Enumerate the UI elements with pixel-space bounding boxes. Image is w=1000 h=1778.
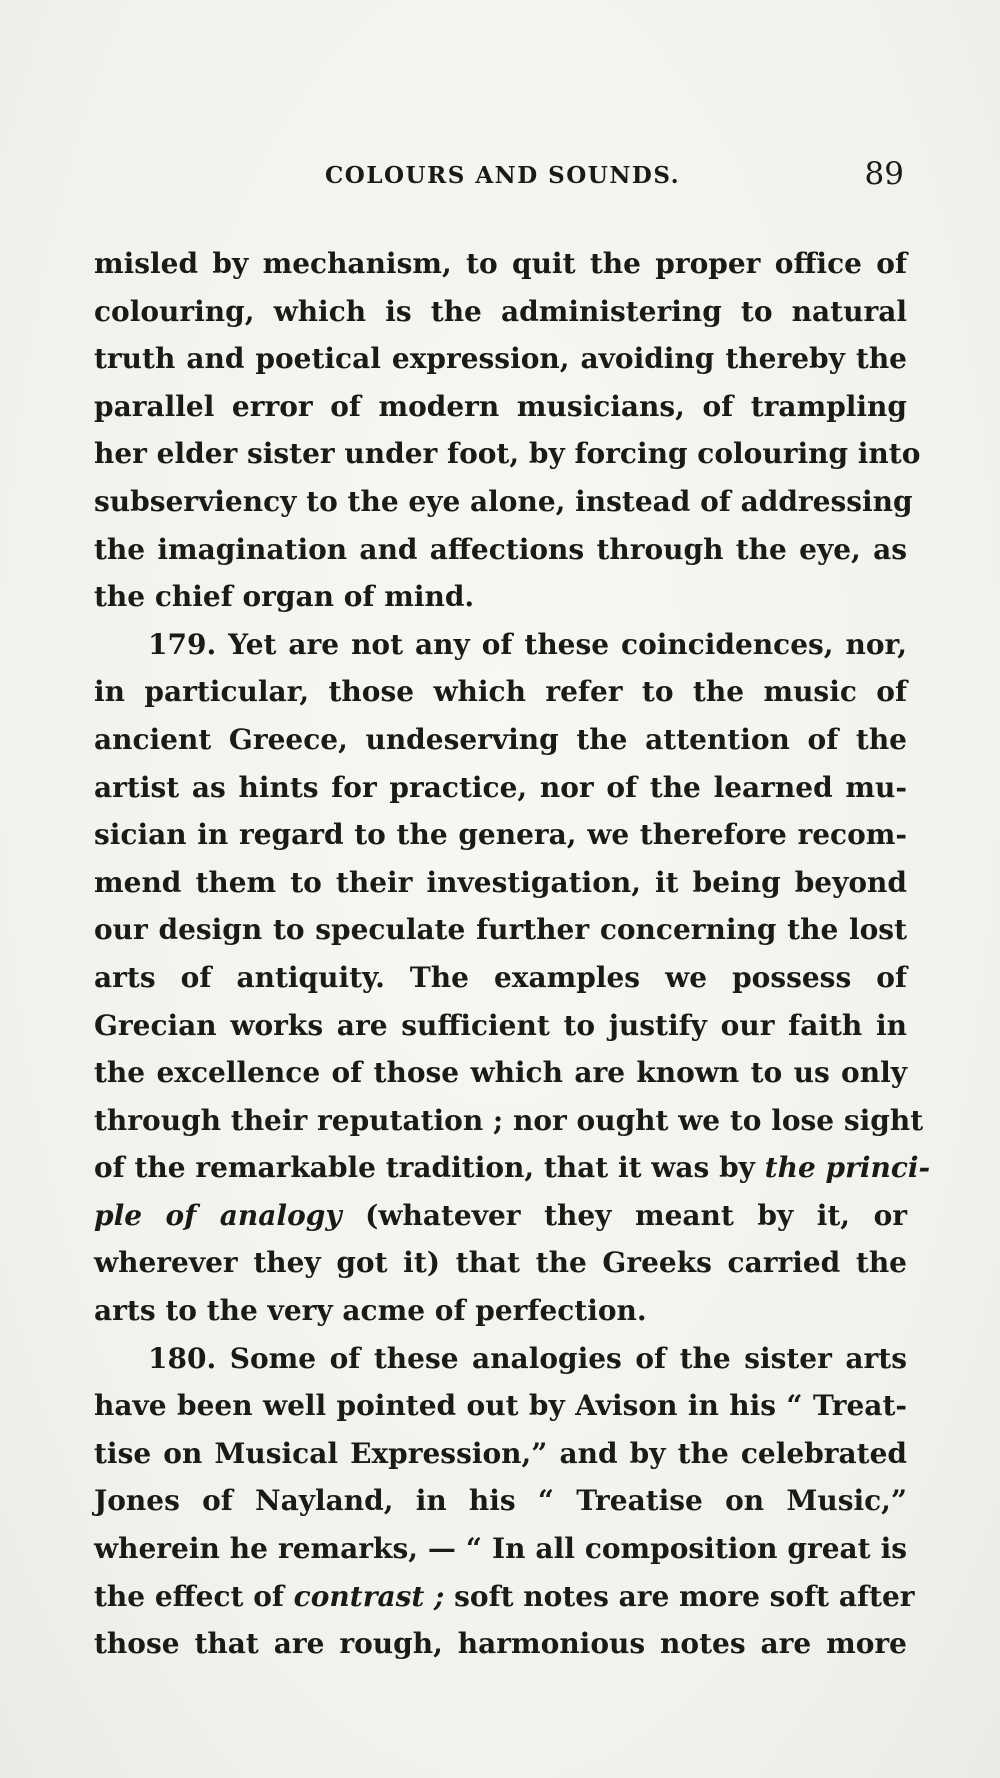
text-line: in particular, those which refer to the music of <box>94 675 907 709</box>
text-line: her elder sister under foot, by forcing colouring into <box>94 437 921 471</box>
text-line: parallel error of modern musicians, of trampling <box>94 389 907 423</box>
text-line: subserviency to the eye alone, instead of addressing <box>94 484 913 518</box>
text-line: wherever they got it) that the Greeks carried the <box>94 1246 907 1280</box>
text-line: Grecian works are sufficient to justify our faith in <box>94 1008 907 1042</box>
text-line: arts of antiquity. The examples we possess of <box>94 960 907 994</box>
text-line: Jones of Nayland, in his “ Treatise on Music,” <box>94 1484 907 1518</box>
italic-phrase: ple of analogy <box>94 1198 342 1232</box>
running-head <box>95 156 910 196</box>
text-segment: the effect of <box>94 1579 284 1613</box>
text-line: the imagination and affections through the eye, as <box>94 532 907 566</box>
text-line: misled by mechanism, to quit the proper office of <box>94 247 907 280</box>
text-segment: soft notes are more soft after <box>454 1579 915 1613</box>
text-line <box>94 1192 907 1240</box>
text-line: truth and poetical expression, avoiding thereby the <box>94 342 907 376</box>
running-title: COLOURS AND SOUNDS. <box>325 162 681 189</box>
text-line: tise on Musical Expression,” and by the celebrated <box>94 1436 907 1470</box>
text-line: arts to the very acme of perfection. <box>94 1294 647 1328</box>
paragraph-179-first-line: 179. Yet are not any of these coincidences, nor, <box>148 627 907 661</box>
body-text <box>94 240 931 1668</box>
text-segment: of the remarkable tradition, that it was by <box>94 1151 755 1185</box>
text-line: the chief organ of mind. <box>94 580 475 614</box>
text-line: mend them to their investigation, it being beyond <box>94 865 907 899</box>
page-number: 89 <box>864 156 904 192</box>
text-line: wherein he remarks, — “ In all composition great is <box>94 1532 907 1566</box>
text-line: colouring, which is the administering to natural <box>94 294 907 328</box>
text-line: artist as hints for practice, nor of the learned mu- <box>94 770 907 804</box>
text-line: have been well pointed out by Avison in his “ Treat- <box>94 1389 907 1423</box>
text-line <box>94 1144 931 1192</box>
italic-phrase: contrast ; <box>293 1579 445 1613</box>
italic-phrase: the princi- <box>764 1151 931 1185</box>
text-line: the excellence of those which are known to us only <box>94 1056 907 1090</box>
text-line: our design to speculate further concerning the lost <box>94 913 907 947</box>
text-line <box>94 1573 915 1621</box>
text-line: those that are rough, harmonious notes are more <box>94 1627 907 1661</box>
text-segment: (whatever they meant by it, or <box>365 1198 907 1232</box>
text-line: ancient Greece, undeserving the attention of the <box>94 722 907 756</box>
text-line: through their reputation ; nor ought we to lose sight <box>94 1103 924 1137</box>
text-line: sician in regard to the genera, we therefore recom- <box>94 818 907 852</box>
paragraph-180-first-line: 180. Some of these analogies of the sister arts <box>148 1341 907 1375</box>
